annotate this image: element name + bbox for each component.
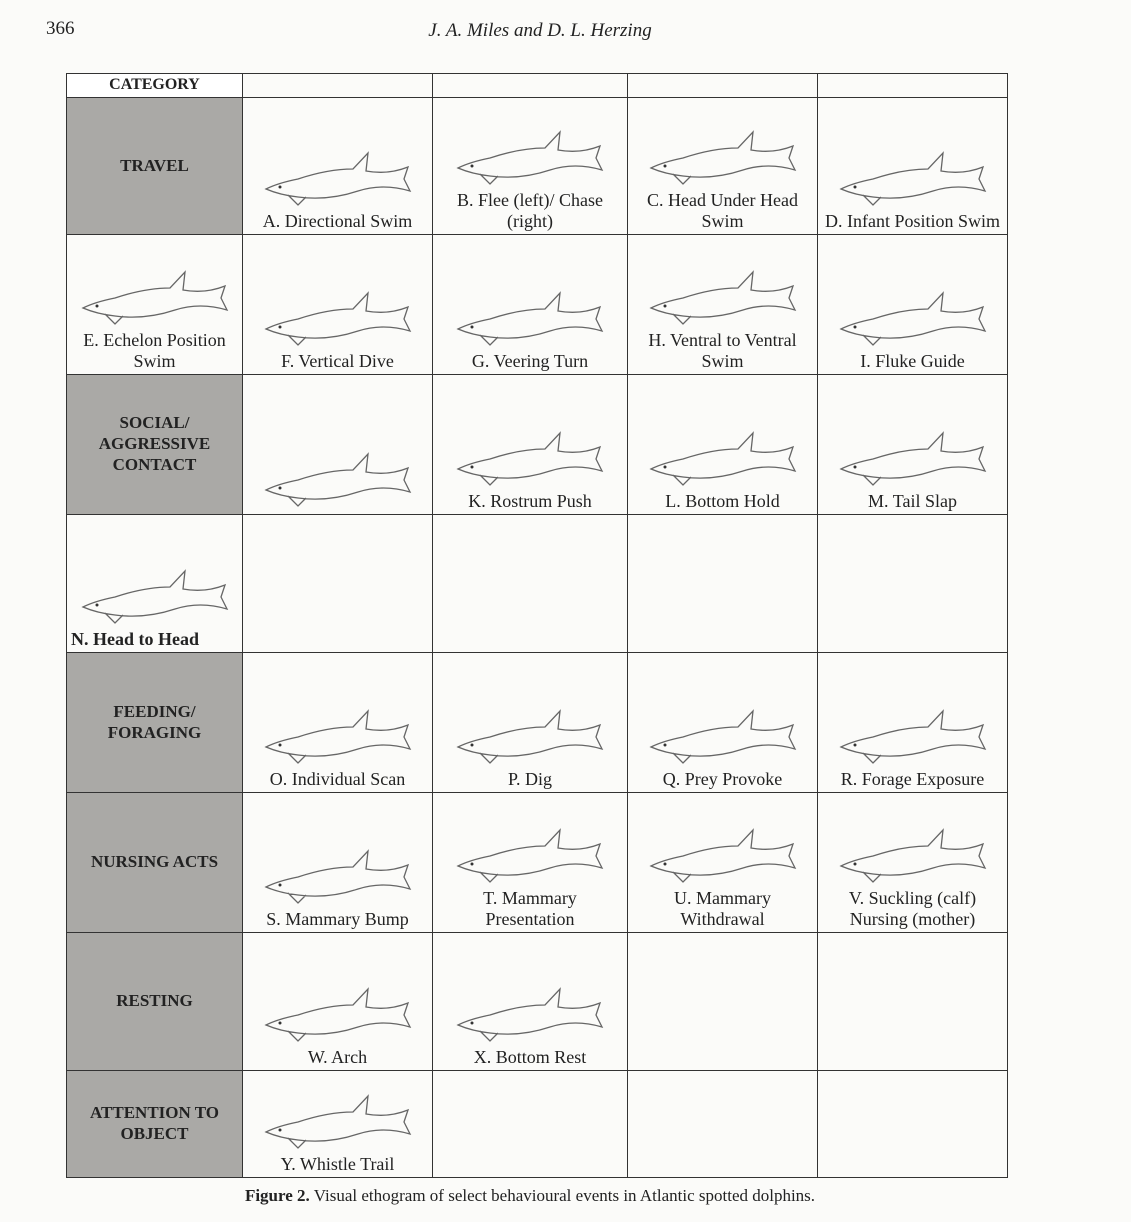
table-cell bbox=[243, 74, 433, 98]
table-row bbox=[67, 793, 1008, 933]
behaviour-cell bbox=[628, 375, 818, 515]
behaviour-label: X. Bottom Rest bbox=[473, 1047, 587, 1067]
category-label: SOCIAL/ AGGRESSIVE CONTACT bbox=[98, 413, 211, 474]
dolphin-drawing-icon bbox=[258, 1082, 418, 1152]
behaviour-cell bbox=[243, 98, 433, 235]
behaviour-label: V. Suckling (calf) Nursing (mother) bbox=[848, 888, 977, 929]
behaviour-cell bbox=[628, 1071, 818, 1178]
behaviour-label: S. Mammary Bump bbox=[266, 909, 409, 929]
behaviour-label: N. Head to Head bbox=[71, 629, 199, 649]
dolphin-drawing-icon bbox=[643, 118, 803, 188]
dolphin-drawing-icon bbox=[450, 419, 610, 489]
behaviour-label: Y. Whistle Trail bbox=[280, 1154, 395, 1174]
behaviour-cell bbox=[628, 793, 818, 933]
behaviour-cell bbox=[433, 515, 628, 653]
behaviour-cell bbox=[433, 653, 628, 793]
behaviour-cell bbox=[433, 375, 628, 515]
behaviour-cell bbox=[67, 235, 243, 375]
behaviour-cell bbox=[818, 653, 1008, 793]
dolphin-drawing-icon bbox=[450, 697, 610, 767]
behaviour-cell bbox=[818, 793, 1008, 933]
behaviour-label: H. Ventral to Ventral Swim bbox=[648, 330, 797, 371]
dolphin-drawing-icon bbox=[258, 697, 418, 767]
table-row bbox=[67, 933, 1008, 1071]
table-cell bbox=[818, 74, 1008, 98]
behaviour-cell bbox=[243, 653, 433, 793]
dolphin-drawing-icon bbox=[258, 279, 418, 349]
dolphin-drawing-icon bbox=[258, 837, 418, 907]
table-row bbox=[67, 653, 1008, 793]
behaviour-cell bbox=[433, 98, 628, 235]
category-label: RESTING bbox=[116, 991, 193, 1010]
behaviour-label: L. Bottom Hold bbox=[665, 491, 780, 511]
behaviour-cell bbox=[818, 235, 1008, 375]
behaviour-label: G. Veering Turn bbox=[471, 351, 589, 371]
behaviour-label: A. Directional Swim bbox=[262, 211, 413, 231]
behaviour-cell bbox=[243, 933, 433, 1071]
behaviour-label: O. Individual Scan bbox=[269, 769, 406, 789]
dolphin-drawing-icon bbox=[833, 419, 993, 489]
category-cell bbox=[67, 375, 243, 515]
behaviour-label: M. Tail Slap bbox=[868, 491, 957, 511]
behaviour-cell bbox=[243, 793, 433, 933]
behaviour-cell bbox=[433, 793, 628, 933]
behaviour-cell bbox=[628, 98, 818, 235]
dolphin-drawing-icon bbox=[833, 139, 993, 209]
category-header: CATEGORY bbox=[67, 74, 243, 98]
behaviour-label: K. Rostrum Push bbox=[468, 491, 592, 511]
table-row bbox=[67, 235, 1008, 375]
dolphin-drawing-icon bbox=[450, 975, 610, 1045]
behaviour-cell bbox=[628, 933, 818, 1071]
behaviour-cell bbox=[818, 98, 1008, 235]
category-label: NURSING ACTS bbox=[90, 852, 219, 871]
behaviour-label: C. Head Under Head Swim bbox=[647, 190, 798, 231]
category-cell bbox=[67, 653, 243, 793]
category-label: TRAVEL bbox=[120, 155, 189, 175]
behaviour-cell bbox=[818, 375, 1008, 515]
category-cell bbox=[67, 1071, 243, 1178]
behaviour-cell bbox=[628, 653, 818, 793]
ethogram-table bbox=[66, 73, 1008, 1178]
caption-label: Figure 2. bbox=[244, 1186, 310, 1205]
behaviour-cell bbox=[628, 235, 818, 375]
dolphin-drawing-icon bbox=[75, 557, 235, 627]
dolphin-drawing-icon bbox=[450, 279, 610, 349]
behaviour-label: F. Vertical Dive bbox=[281, 351, 394, 371]
behaviour-label: Q. Prey Provoke bbox=[662, 769, 783, 789]
dolphin-drawing-icon bbox=[643, 697, 803, 767]
behaviour-label: U. Mammary Withdrawal bbox=[674, 888, 771, 929]
behaviour-cell bbox=[243, 375, 433, 515]
table-row bbox=[67, 1071, 1008, 1178]
category-cell bbox=[67, 793, 243, 933]
behaviour-label: R. Forage Exposure bbox=[840, 769, 985, 789]
dolphin-drawing-icon bbox=[833, 279, 993, 349]
table-row bbox=[67, 515, 1008, 653]
dolphin-drawing-icon bbox=[450, 118, 610, 188]
dolphin-drawing-icon bbox=[450, 816, 610, 886]
behaviour-cell bbox=[433, 235, 628, 375]
running-head: J. A. Miles and D. L. Herzing bbox=[428, 20, 652, 41]
category-label: ATTENTION TO OBJECT bbox=[90, 1103, 219, 1143]
dolphin-drawing-icon bbox=[833, 697, 993, 767]
behaviour-label: P. Dig bbox=[507, 769, 552, 789]
behaviour-label: E. Echelon Position Swim bbox=[83, 330, 226, 371]
caption-text: Visual ethogram of select behavioural events in Atlantic spotted dolphins. bbox=[309, 1186, 816, 1205]
behaviour-cell bbox=[628, 515, 818, 653]
behaviour-cell bbox=[433, 933, 628, 1071]
behaviour-cell bbox=[67, 515, 243, 653]
dolphin-drawing-icon bbox=[643, 816, 803, 886]
dolphin-drawing-icon bbox=[75, 258, 235, 328]
behaviour-label: B. Flee (left)/ Chase (right) bbox=[457, 190, 603, 231]
dolphin-drawing-icon bbox=[643, 419, 803, 489]
behaviour-cell bbox=[818, 515, 1008, 653]
table-cell bbox=[433, 74, 628, 98]
dolphin-drawing-icon bbox=[833, 816, 993, 886]
dolphin-drawing-icon bbox=[258, 975, 418, 1045]
behaviour-cell bbox=[818, 1071, 1008, 1178]
behaviour-cell bbox=[243, 235, 433, 375]
behaviour-label: D. Infant Position Swim bbox=[824, 211, 1000, 231]
behaviour-cell bbox=[433, 1071, 628, 1178]
dolphin-drawing-icon bbox=[643, 258, 803, 328]
figure-caption bbox=[0, 1186, 1060, 1206]
behaviour-cell bbox=[243, 1071, 433, 1178]
behaviour-cell bbox=[243, 515, 433, 653]
page-number: 366 bbox=[46, 18, 75, 39]
table-row bbox=[67, 98, 1008, 235]
behaviour-label: T. Mammary Presentation bbox=[483, 888, 577, 929]
dolphin-drawing-icon bbox=[258, 440, 418, 510]
category-label: FEEDING/ FORAGING bbox=[107, 701, 202, 742]
category-cell bbox=[67, 933, 243, 1071]
behaviour-cell bbox=[818, 933, 1008, 1071]
category-cell bbox=[67, 98, 243, 235]
behaviour-label: I. Fluke Guide bbox=[860, 351, 965, 371]
dolphin-drawing-icon bbox=[258, 139, 418, 209]
table-cell bbox=[628, 74, 818, 98]
behaviour-label: W. Arch bbox=[307, 1047, 368, 1067]
table-row bbox=[67, 375, 1008, 515]
